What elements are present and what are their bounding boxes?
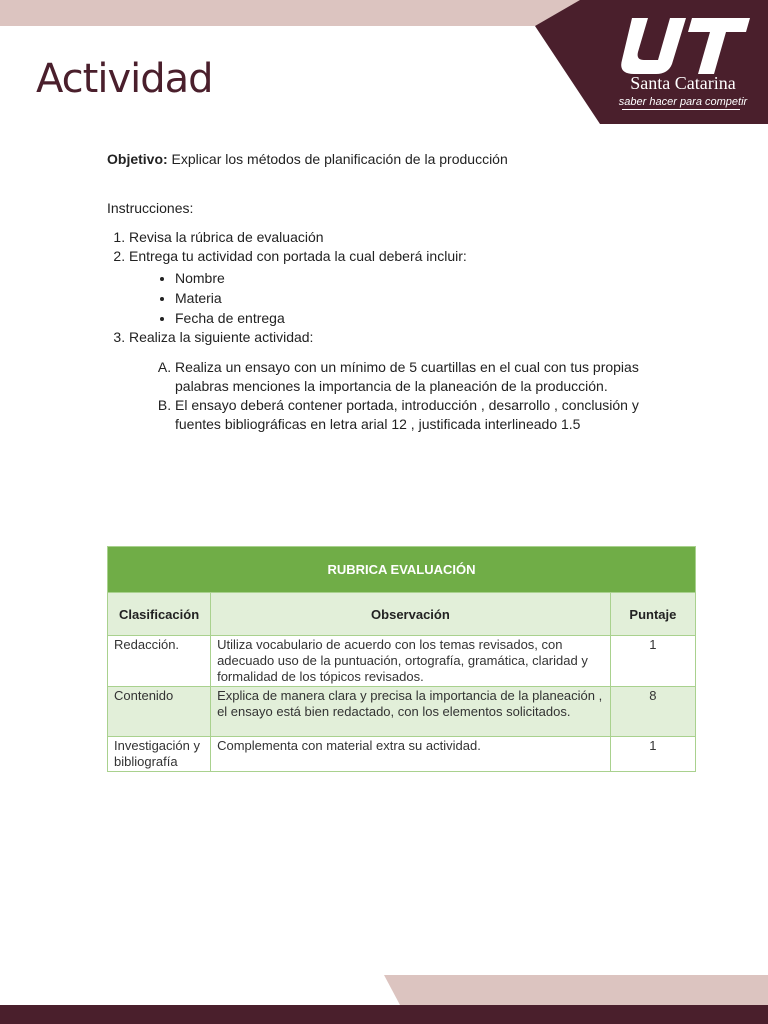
activity-content xyxy=(107,150,667,434)
activity-list xyxy=(129,358,667,434)
logo-tagline: saber hacer para competir xyxy=(618,96,748,108)
bullet-item: • Materia xyxy=(175,288,667,308)
objective-label: Objetivo: xyxy=(107,151,168,167)
table-row xyxy=(108,737,696,772)
cover-requirements xyxy=(129,268,667,328)
logo-name: Santa Catarina xyxy=(630,73,736,93)
rubric-title-row xyxy=(108,547,696,593)
cell-classification: Contenido xyxy=(108,687,211,737)
objective-text: Explicar los métodos de planificación de la producción xyxy=(167,151,508,167)
objective xyxy=(107,150,667,169)
footer-band xyxy=(0,975,768,1024)
column-header-classification: Clasificación xyxy=(108,593,211,636)
activity-item: B. El ensayo deberá contener portada, introducción , desarrollo , conclusión y fuentes bibliográficas en letra arial 12 , justificada interlineado 1.5 xyxy=(175,396,667,434)
table-row xyxy=(108,687,696,737)
cell-score: 1 xyxy=(610,636,695,687)
ut-logo-icon xyxy=(612,14,752,76)
instruction-steps xyxy=(107,228,667,434)
step-item: 2. Entrega tu actividad con portada la cual deberá incluir: • Nombre • Materia • Fecha de entrega xyxy=(129,247,667,328)
bullet-item: • Fecha de entrega xyxy=(175,308,667,328)
cell-score: 1 xyxy=(610,737,695,772)
cell-observation: Complementa con material extra su actividad. xyxy=(211,737,611,772)
bullet-item: • Nombre xyxy=(175,268,667,288)
column-header-score: Puntaje xyxy=(610,593,695,636)
cell-observation: Explica de manera clara y precisa la importancia de la planeación , el ensayo está bien redactado, con los elementos solicitados. xyxy=(211,687,611,737)
cell-score: 8 xyxy=(610,687,695,737)
activity-item: A. Realiza un ensayo con un mínimo de 5 cuartillas en el cual con tus propias palabras menciones la importancia de la planeación de la producción. xyxy=(175,358,667,396)
step-item: 1. Revisa la rúbrica de evaluación xyxy=(129,228,667,247)
column-header-observation: Observación xyxy=(211,593,611,636)
table-header-row xyxy=(108,593,696,636)
page-title: Actividad xyxy=(36,56,213,102)
instructions-title: Instrucciones: xyxy=(107,200,194,216)
rubric-title: RUBRICA EVALUACIÓN xyxy=(108,547,696,593)
rubric-table xyxy=(107,546,696,772)
cell-classification: Redacción. xyxy=(108,636,211,687)
cell-observation: Utiliza vocabulario de acuerdo con los temas revisados, con adecuado uso de la puntuación, ortografía, gramática, claridad y formalidad de los tópicos revisados. xyxy=(211,636,611,687)
logo-underline xyxy=(622,109,740,110)
cell-classification: Investigación y bibliografía xyxy=(108,737,211,772)
table-row xyxy=(108,636,696,687)
step-item: 3. Realiza la siguiente actividad: A. Realiza un ensayo con un mínimo de 5 cuartillas en el cual con tus propias palabras menciones la importancia de la planeación de la producción. B. El ensayo deberá contener portada, introducción , desarrollo , conclusión y fuentes bibliográficas en letra arial 12 , justificada interlineado 1.5 xyxy=(129,328,667,434)
